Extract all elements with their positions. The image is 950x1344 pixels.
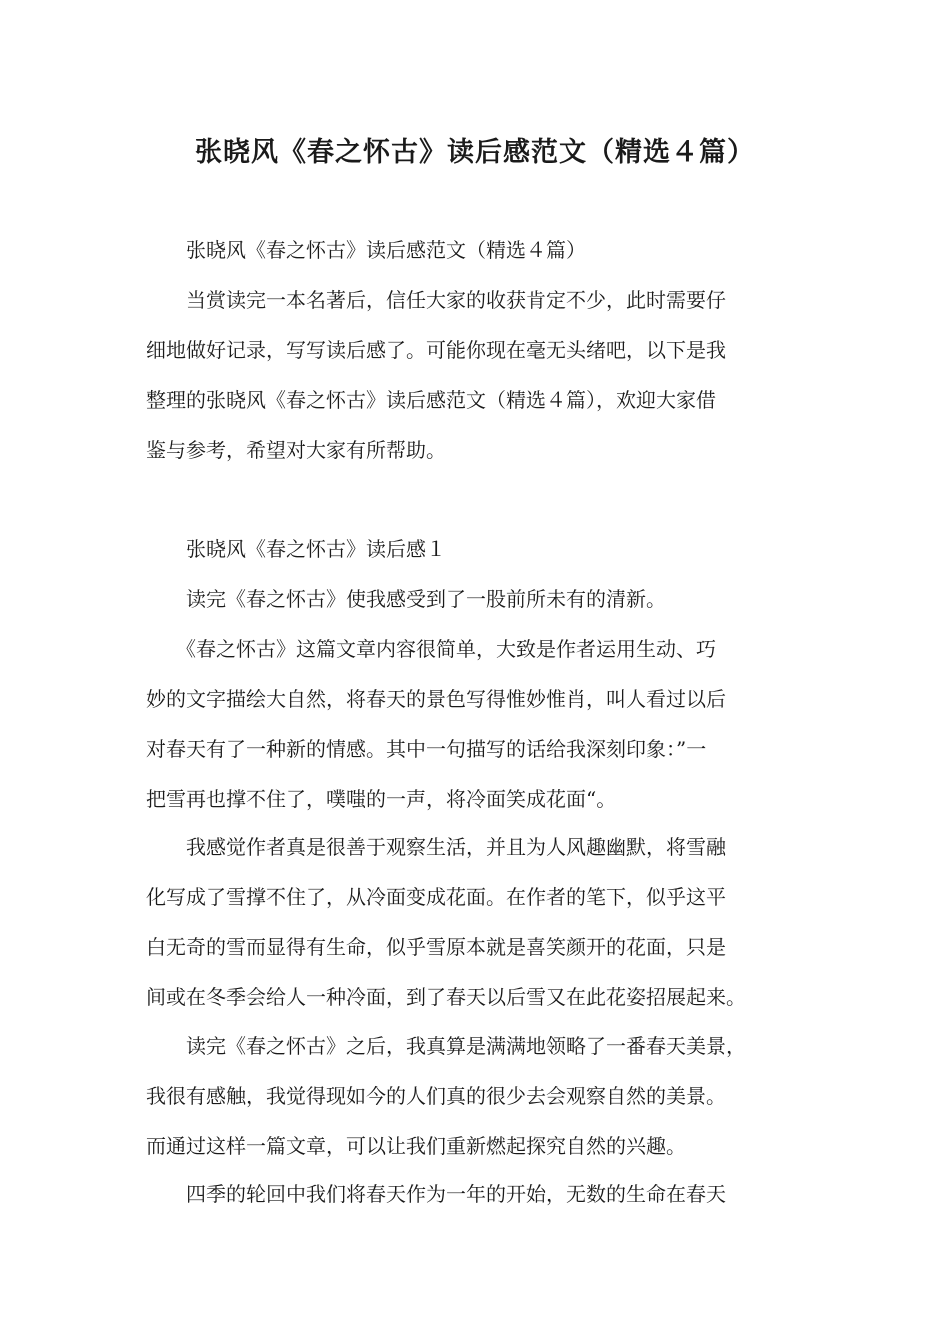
- paragraph-2: [146, 624, 726, 824]
- paragraph-1: [146, 574, 666, 624]
- paragraph-4: [146, 1021, 746, 1171]
- paragraph-5: [146, 1169, 726, 1219]
- intro-line: 细地做好记录，写写读后感了。可能你现在毫无头绪吧，以下是我: [146, 338, 726, 362]
- subtitle-text: 张晓风《春之怀古》读后感范文（精选４篇）: [186, 238, 586, 262]
- subtitle-paragraph: [146, 225, 586, 275]
- paragraph-line: 把雪再也撑不住了，噗嗤的一声，将冷面笑成花面“。: [146, 787, 617, 811]
- paragraph-line: 我很有感触，我觉得现如今的人们真的很少去会观察自然的美景。: [146, 1084, 726, 1108]
- section-heading: [146, 524, 446, 574]
- intro-line: 当赏读完一本名著后，信任大家的收获肯定不少，此时需要仔: [186, 288, 726, 312]
- paragraph-line: 化写成了雪撑不住了，从冷面变成花面。在作者的笔下，似乎这平: [146, 885, 726, 909]
- paragraph-line: 《春之怀古》这篇文章内容很简单，大致是作者运用生动、巧: [176, 637, 716, 661]
- intro-line: 整理的张晓风《春之怀古》读后感范文（精选４篇），欢迎大家借: [146, 388, 716, 412]
- intro-paragraph: [146, 275, 726, 475]
- intro-line: 鉴与参考，希望对大家有所帮助。: [146, 438, 446, 462]
- paragraph-line: 读完《春之怀古》之后，我真算是满满地领略了一番春天美景，: [186, 1034, 746, 1058]
- paragraph-line: 白无奇的雪而显得有生命，似乎雪原本就是喜笑颜开的花面，只是: [146, 935, 726, 959]
- document-title: 张晓风《春之怀古》读后感范文（精选４篇）: [195, 137, 755, 168]
- paragraph-line: 而通过这样一篇文章，可以让我们重新燃起探究自然的兴趣。: [146, 1134, 686, 1158]
- paragraph-line: 妙的文字描绘大自然，将春天的景色写得惟妙惟肖，叫人看过以后: [146, 687, 726, 711]
- paragraph-line: 我感觉作者真是很善于观察生活，并且为人风趣幽默，将雪融: [186, 835, 726, 859]
- paragraph-line: 对春天有了一种新的情感。其中一句描写的话给我深刻印象：”一: [146, 737, 707, 761]
- paragraph-line: 读完《春之怀古》使我感受到了一股前所未有的清新。: [186, 587, 666, 611]
- paragraph-line: 间或在冬季会给人一种冷面，到了春天以后雪又在此花姿招展起来。: [146, 985, 746, 1009]
- paragraph-line: 四季的轮回中我们将春天作为一年的开始，无数的生命在春天: [186, 1182, 726, 1206]
- section-heading-text: 张晓风《春之怀古》读后感１: [186, 537, 446, 561]
- paragraph-3: [146, 822, 746, 1022]
